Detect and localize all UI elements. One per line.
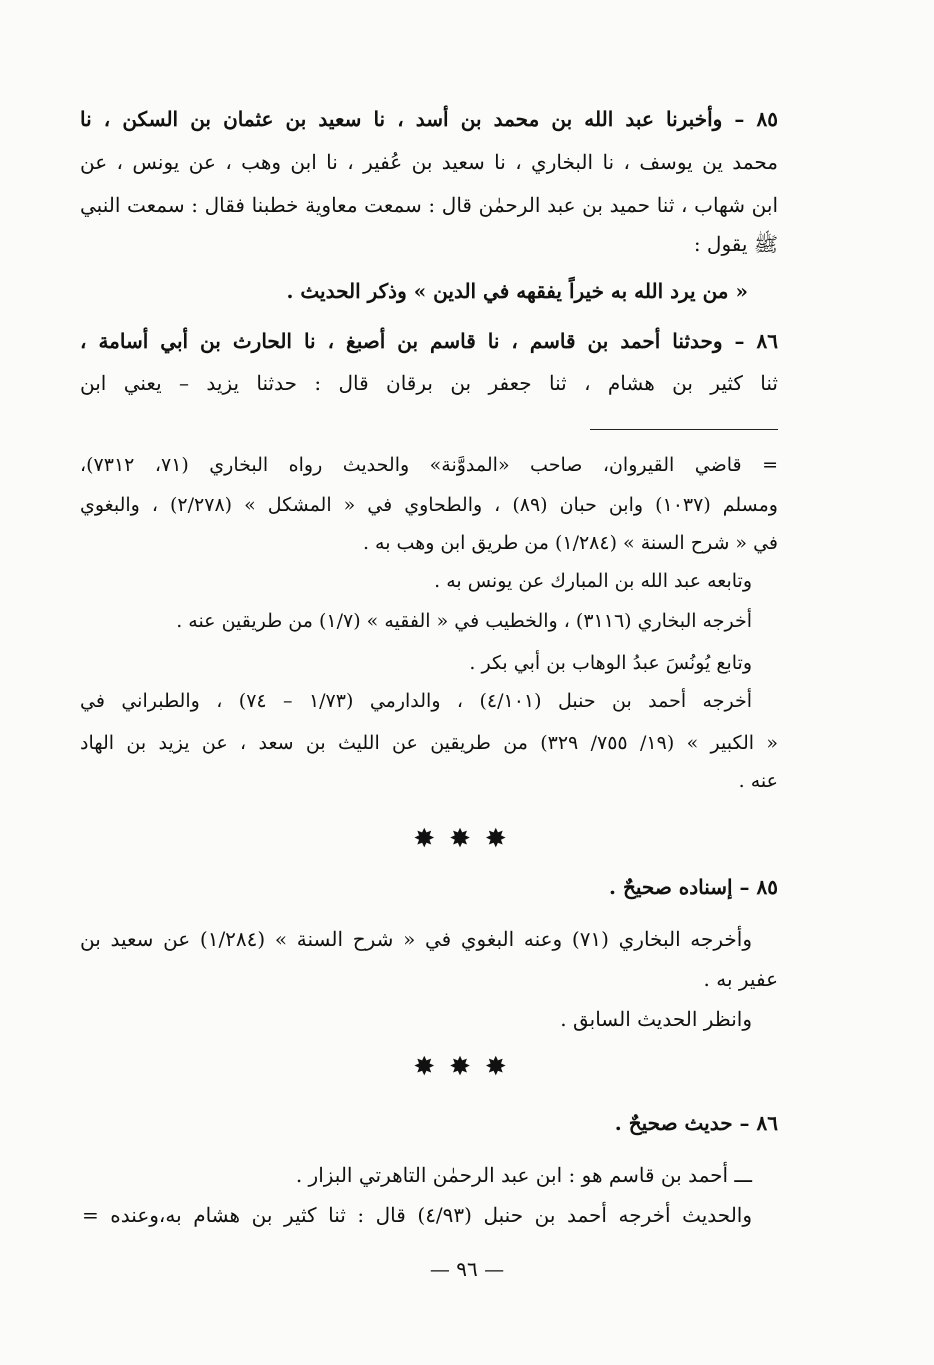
main-line-5: « من يرد الله به خيراً يفقهه في الدين » وذكر الحديث . (286, 279, 748, 303)
footnote-line-4: وتابعه عبد الله بن المبارك عن يونس به . (434, 570, 752, 592)
footnote-line-1: = قاضي القيروان، صاحب «المدوَّنة» والحديث رواه البخاري (٧١، ٧٣١٢)، (80, 454, 778, 476)
section-86-line-1: ـــ أحمد بن قاسم هو : ابن عبد الرحمٰن التاهرتي البزار . (295, 1163, 752, 1187)
footnote-line-7: أخرجه أحمد بن حنبل (٤/١٠١) ، والدارمي (١/٧٣ – ٧٤) ، والطبراني في (80, 690, 752, 712)
footnote-line-5: أخرجه البخاري (٣١١٦) ، والخطيب في « الفقيه » (١/٧) من طريقين عنه . (176, 610, 752, 632)
section-86-heading: ٨٦ – حديث صحيحٌ . (614, 1111, 778, 1135)
footnote-line-6: وتابع يُونُسَ عبدُ الوهاب بن أبي بكر . (469, 652, 752, 674)
main-line-6: ٨٦ – وحدثنا أحمد بن قاسم ، نا قاسم بن أصبغ ، نا الحارث بن أبي أسامة ، (80, 329, 778, 353)
section-85-line-3: وانظر الحديث السابق . (560, 1007, 752, 1031)
footnote-line-3: في « شرح السنة » (١/٢٨٤) من طريق ابن وهب به . (362, 532, 778, 554)
main-line-1: ٨٥ – وأخبرنا عبد الله بن محمد بن أسد ، نا سعيد بن عثمان بن السكن ، نا (80, 107, 778, 131)
separator-stars-2: ✸✸✸ (413, 1052, 521, 1082)
footnote-line-2: ومسلم (١٠٣٧) وابن حبان (٨٩) ، والطحاوي في « المشكل » (٢/٢٧٨) ، والبغوي (80, 494, 778, 516)
footnote-rule (590, 429, 778, 430)
section-86-line-2: والحديث أخرجه أحمد بن حنبل (٤/٩٣) قال : ثنا كثير بن هشام به،وعنده = (82, 1203, 753, 1227)
main-line-4: ﷺ يقول : (693, 232, 778, 256)
section-85-heading: ٨٥ – إسناده صحيحٌ . (609, 875, 778, 899)
footnote-line-8: « الكبير » (١٩/ ٧٥٥/ ٣٢٩) من طريقين عن الليث بن سعد ، عن يزيد بن الهاد (80, 732, 778, 754)
main-line-7: ثنا كثير بن هشام ، ثنا جعفر بن برقان قال : حدثنا يزيد – يعني ابن (80, 371, 778, 395)
page-number: — ٩٦ — (429, 1257, 505, 1281)
main-line-2: محمد ين يوسف ، نا البخاري ، نا سعيد بن عُفير ، نا ابن وهب ، عن يونس ، عن (80, 150, 778, 174)
main-line-3: ابن شهاب ، ثنا حميد بن عبد الرحمٰن قال : سمعت معاوية خطبنا فقال : سمعت النبي (80, 193, 778, 217)
section-85-line-2: عفير به . (703, 967, 778, 991)
section-85-line-1: وأخرجه البخاري (٧١) وعنه البغوي في « شرح السنة » (١/٢٨٤) عن سعيد بن (80, 927, 753, 951)
separator-stars-1: ✸✸✸ (413, 824, 521, 854)
footnote-line-9: عنه . (738, 770, 778, 792)
